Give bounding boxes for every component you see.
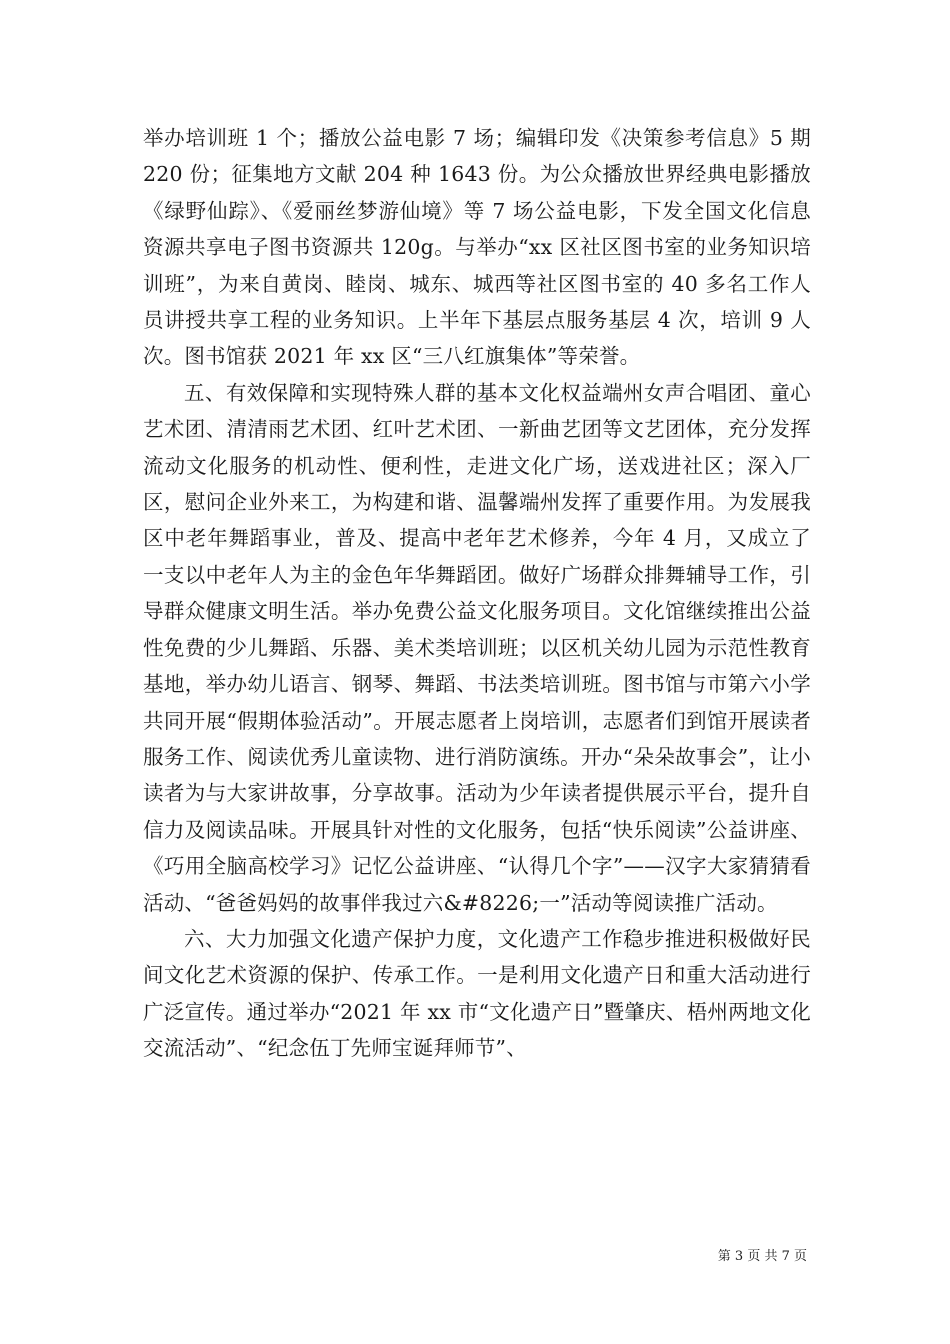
document-body	[143, 120, 811, 1067]
page-number: 第 3 页 共 7 页	[717, 1249, 807, 1264]
paragraph-continuation: 举办培训班 1 个；播放公益电影 7 场；编辑印发《决策参考信息》5 期 220 份；征集地方文献 204 种 1643 份。为公众播放世界经典电影播放《绿野仙踪》、《爱丽丝梦游仙境》等 7 场公益电影，下发全国文化信息资源共享电子图书资源共 120g。与举办“xx 区社区图书室的业务知识培训班”，为来自黄岗、睦岗、城东、城西等社区图书室的 40 多名工作人员讲授共享工程的业务知识。上半年下基层点服务基层 4 次，培训 9 人次。图书馆获 2021 年 xx 区“三八红旗集体”等荣誉。	[143, 126, 811, 369]
paragraph-section-six: 六、大力加强文化遗产保护力度，文化遗产工作稳步推进积极做好民间文化艺术资源的保护、传承工作。一是利用文化遗产日和重大活动进行广泛宣传。通过举办“2021 年 xx 市“文化遗产日”暨肇庆、梧州两地文化交流活动”、“纪念伍丁先师宝诞拜师节”、	[143, 926, 811, 1061]
paragraph-section-five: 五、有效保障和实现特殊人群的基本文化权益端州女声合唱团、童心艺术团、清清雨艺术团、红叶艺术团、一新曲艺团等文艺团体，充分发挥流动文化服务的机动性、便利性，走进文化广场，送戏进社区；深入厂区，慰问企业外来工，为构建和谐、温馨端州发挥了重要作用。为发展我区中老年舞蹈事业，普及、提高中老年艺术修养，今年 4 月，又成立了一支以中老年人为主的金色年华舞蹈团。做好广场群众排舞辅导工作，引导群众健康文明生活。举办免费公益文化服务项目。文化馆继续推出公益性免费的少儿舞蹈、乐器、美术类培训班；以区机关幼儿园为示范性教育基地，举办幼儿语言、钢琴、舞蹈、书法类培训班。图书馆与市第六小学共同开展“假期体验活动”。开展志愿者上岗培训，志愿者们到馆开展读者服务工作、阅读优秀儿童读物、进行消防演练。开办“朵朵故事会”，让小读者为与大家讲故事，分享故事。活动为少年读者提供展示平台，提升自信力及阅读品味。开展具针对性的文化服务，包括“快乐阅读”公益讲座、《巧用全脑高校学习》记忆公益讲座、“认得几个字”——汉字大家猜猜看活动、“爸爸妈妈的故事伴我过六&#8226;一”活动等阅读推广活动。	[143, 380, 811, 915]
